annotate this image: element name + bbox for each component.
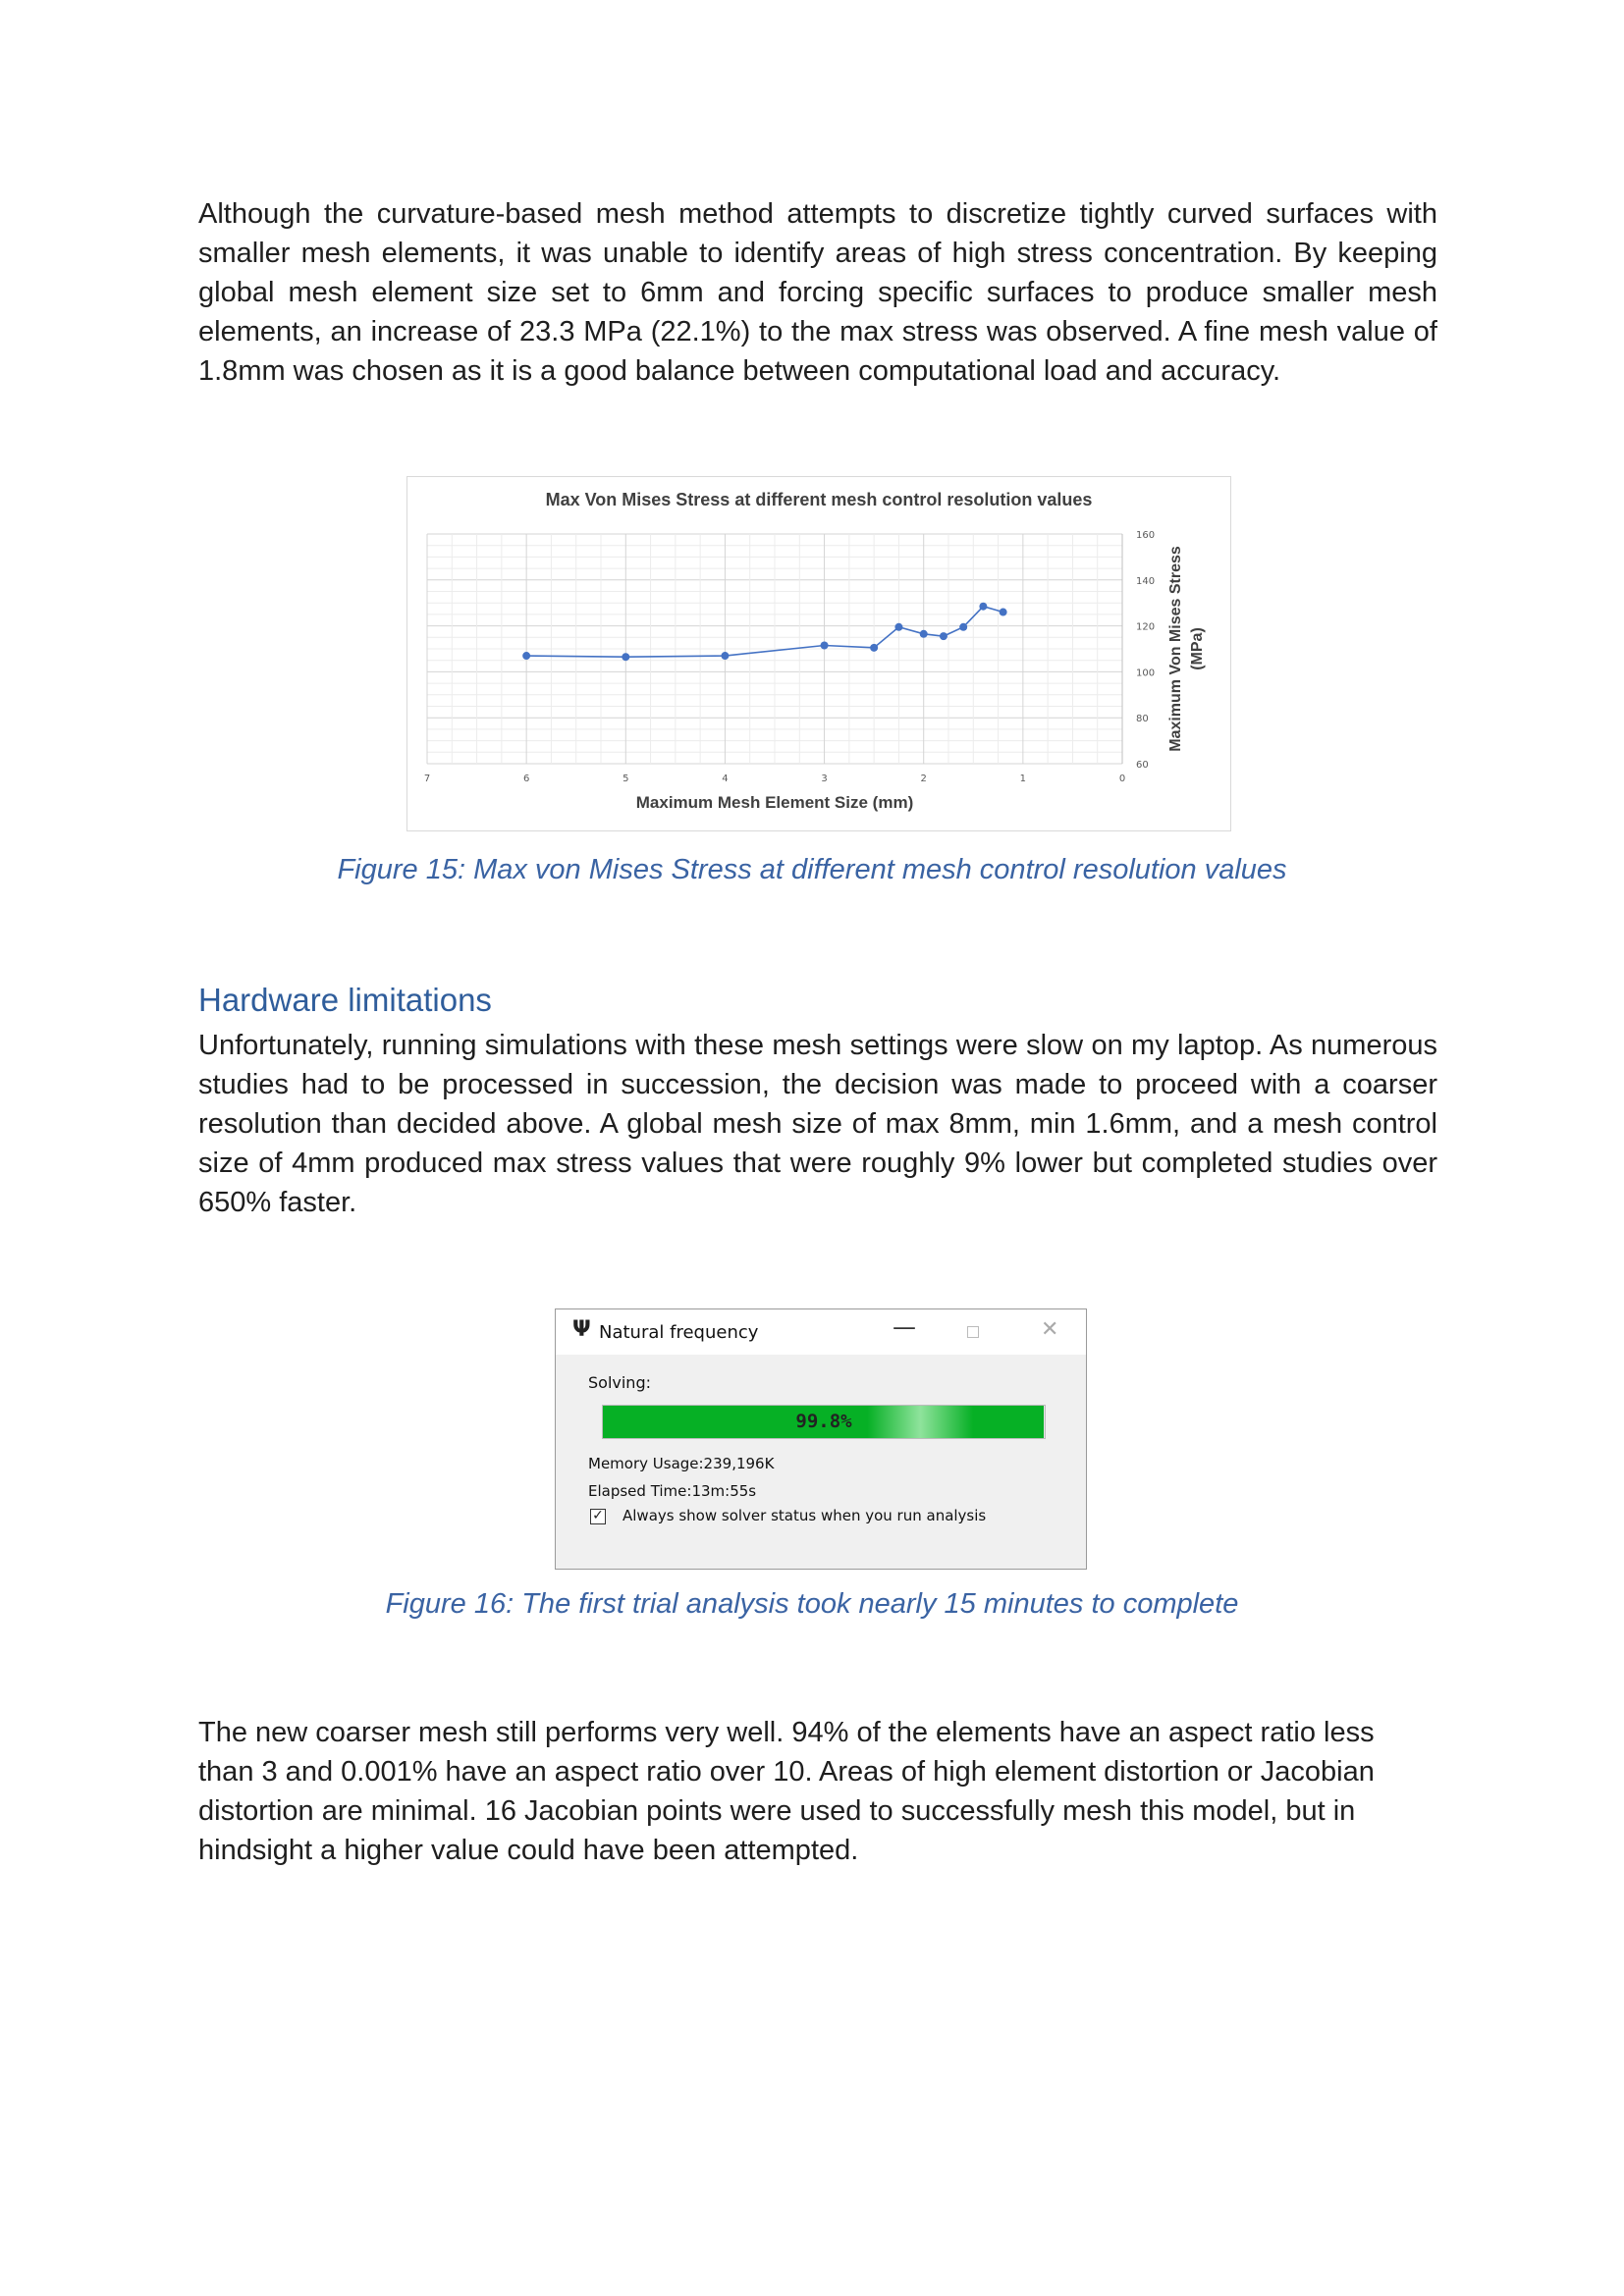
data-point: [894, 623, 902, 631]
dialog-titlebar[interactable]: [556, 1309, 1086, 1355]
x-tick-label: 4: [722, 774, 729, 784]
data-point: [959, 623, 967, 631]
figure-15-caption: Figure 15: Max von Mises Stress at different mesh control resolution values: [337, 854, 1287, 885]
chart-title: Max Von Mises Stress at different mesh control resolution values: [545, 490, 1093, 509]
data-point: [940, 632, 947, 640]
data-point: [821, 641, 829, 649]
solver-dialog: [555, 1308, 1087, 1570]
x-tick-label: 2: [920, 774, 927, 784]
show-status-checkbox[interactable]: ✓: [590, 1509, 606, 1524]
x-axis-label: Maximum Mesh Element Size (mm): [635, 793, 914, 812]
close-button[interactable]: ✕: [1041, 1317, 1059, 1342]
stress-chart: [406, 476, 1231, 831]
x-tick-label: 1: [1019, 774, 1027, 784]
solving-label: Solving:: [588, 1373, 651, 1392]
show-status-checkbox-label[interactable]: Always show solver status when you run analysis: [623, 1507, 987, 1524]
section-heading: Hardware limitations: [198, 982, 492, 1018]
data-point: [920, 630, 928, 638]
y-tick-label: 120: [1136, 621, 1156, 633]
progress-percent: 99.8%: [795, 1411, 852, 1432]
x-tick-label: 0: [1118, 774, 1126, 784]
x-tick-label: 6: [522, 774, 530, 784]
x-tick-label: 3: [821, 774, 828, 784]
y-tick-label: 100: [1136, 667, 1156, 679]
memory-usage: Memory Usage:239,196K: [588, 1455, 775, 1472]
minimize-button[interactable]: —: [893, 1313, 916, 1341]
data-point: [1000, 609, 1007, 616]
maximize-button[interactable]: [967, 1326, 979, 1338]
y-tick-label: 60: [1136, 760, 1149, 771]
data-point: [622, 653, 629, 661]
y-tick-label: 80: [1136, 714, 1149, 725]
y-axis-label: Maximum Von Mises Stress: [1167, 546, 1184, 752]
figure-16-caption: Figure 16: The first trial analysis took nearly 15 minutes to complete: [385, 1588, 1239, 1620]
paragraph-intro: Although the curvature-based mesh method attempts to discretize tightly curved surfaces with smaller mesh elements, it was unable to identify areas of high stress concentration. By keeping global mesh element size set to 6mm and forcing specific surfaces to produce smaller mesh elements, an increase of 23.3 MPa (22.1%) to the max stress was observed. A fine mesh value of 1.8mm was chosen as it is a good balance between computational load and accuracy.: [198, 198, 1437, 387]
y-tick-label: 160: [1136, 530, 1156, 541]
dialog-title: Natural frequency: [599, 1322, 759, 1343]
data-point: [721, 652, 729, 660]
elapsed-time: Elapsed Time:13m:55s: [588, 1482, 757, 1500]
progress-bar: [602, 1405, 1046, 1439]
chart-svg: [407, 477, 1230, 830]
x-tick-label: 7: [423, 774, 431, 784]
tuning-fork-icon: Ψ: [572, 1317, 591, 1342]
x-tick-label: 5: [623, 774, 629, 784]
paragraph-hardware: Unfortunately, running simulations with these mesh settings were slow on my laptop. As numerous studies had to be processed in succession, the decision was made to proceed with a coarser resolution than decided above. A global mesh size of max 8mm, min 1.6mm, and a mesh control size of 4mm produced max stress values that were roughly 9% lower but completed studies over 650% faster.: [198, 1030, 1437, 1218]
data-point: [979, 603, 987, 611]
y-axis-label-unit: (MPa): [1189, 627, 1206, 670]
paragraph-mesh-quality: The new coarser mesh still performs very well. 94% of the elements have an aspect ratio less than 3 and 0.001% have an aspect ratio over 10. Areas of high element distortion or Jacobian distortion are minimal. 16 Jacobian points were used to successfully mesh this model, but in hindsight a higher value could have been attempted.: [198, 1717, 1375, 1866]
data-point: [870, 644, 878, 652]
y-tick-label: 140: [1136, 575, 1156, 587]
data-point: [522, 652, 530, 660]
